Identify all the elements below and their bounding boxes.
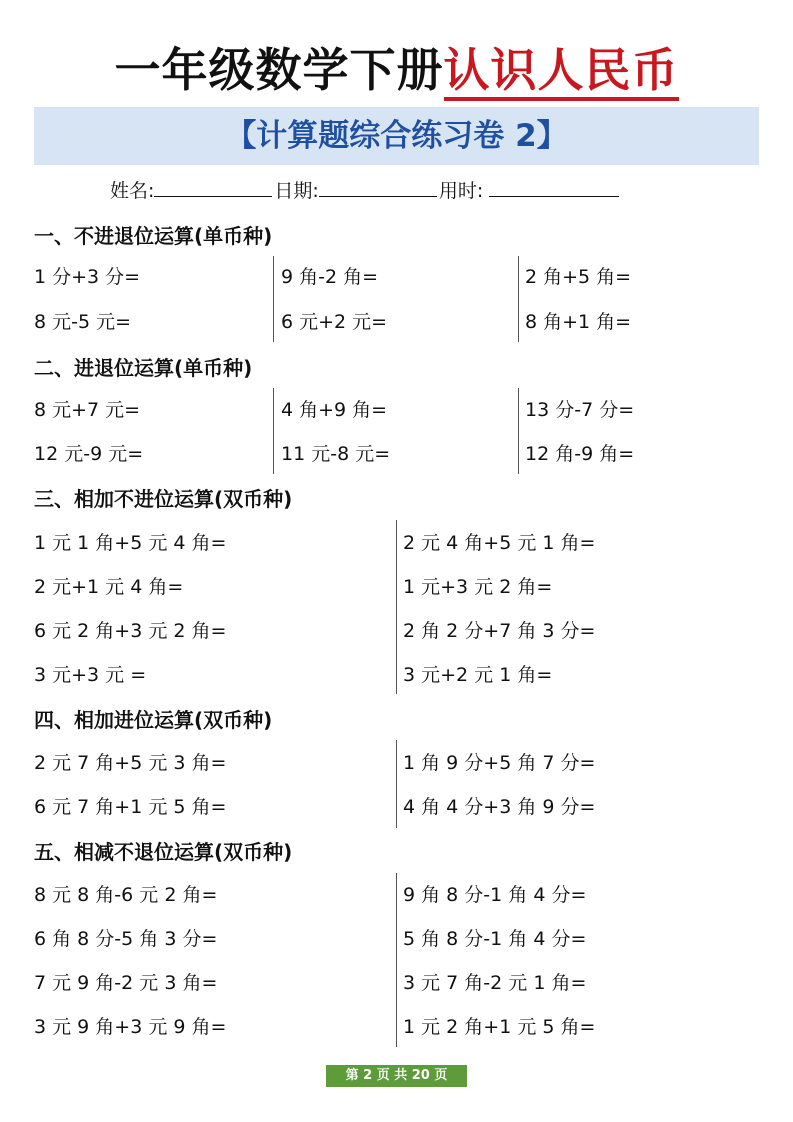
problem: 8 元-5 元= bbox=[34, 311, 132, 333]
problem: 2 元+1 元 4 角= bbox=[34, 576, 184, 598]
problem: 1 元 2 角+1 元 5 角= bbox=[403, 1016, 596, 1038]
problem: 8 角+1 角= bbox=[525, 311, 632, 333]
problem: 2 角+5 角= bbox=[525, 266, 632, 288]
problem: 1 元 1 角+5 元 4 角= bbox=[34, 532, 227, 554]
problem: 9 角 8 分-1 角 4 分= bbox=[403, 884, 587, 906]
section-2-divider-2 bbox=[518, 388, 519, 474]
problem: 3 元 9 角+3 元 9 角= bbox=[34, 1016, 227, 1038]
problem: 3 元 7 角-2 元 1 角= bbox=[403, 972, 587, 994]
problem: 1 元+3 元 2 角= bbox=[403, 576, 553, 598]
problem: 2 元 4 角+5 元 1 角= bbox=[403, 532, 596, 554]
problem: 12 角-9 角= bbox=[525, 443, 635, 465]
problem: 2 角 2 分+7 角 3 分= bbox=[403, 620, 596, 642]
title-topic-part: 认识人民币 bbox=[444, 43, 679, 101]
subtitle-banner bbox=[34, 107, 759, 165]
title-grade-part: 一年级数学下册 bbox=[114, 43, 444, 97]
problem: 12 元-9 元= bbox=[34, 443, 144, 465]
section-3-divider bbox=[396, 520, 397, 694]
problem: 6 元 2 角+3 元 2 角= bbox=[34, 620, 227, 642]
problem: 13 分-7 分= bbox=[525, 399, 635, 421]
problem: 6 元 7 角+1 元 5 角= bbox=[34, 796, 227, 818]
page-number-badge: 第 2 页 共 20 页 bbox=[326, 1065, 467, 1087]
name-blank[interactable] bbox=[154, 178, 272, 197]
student-info-line bbox=[110, 176, 710, 206]
section-5-heading: 五、相减不退位运算(双币种) bbox=[34, 840, 293, 864]
section-4-heading: 四、相加进位运算(双币种) bbox=[34, 708, 273, 732]
date-blank[interactable] bbox=[319, 178, 437, 197]
problem: 6 角 8 分-5 角 3 分= bbox=[34, 928, 218, 950]
section-4-divider bbox=[396, 740, 397, 828]
problem: 11 元-8 元= bbox=[281, 443, 391, 465]
problem: 4 角 4 分+3 角 9 分= bbox=[403, 796, 596, 818]
date-label: 日期: bbox=[274, 180, 319, 202]
problem: 7 元 9 角-2 元 3 角= bbox=[34, 972, 218, 994]
time-label: 用时: bbox=[438, 180, 484, 202]
name-label: 姓名: bbox=[110, 180, 155, 202]
time-blank[interactable] bbox=[489, 178, 619, 197]
problem: 2 元 7 角+5 元 3 角= bbox=[34, 752, 227, 774]
problem: 1 分+3 分= bbox=[34, 266, 141, 288]
subtitle-text: 【计算题综合练习卷 2】 bbox=[225, 118, 568, 154]
problem: 8 元+7 元= bbox=[34, 399, 141, 421]
problem: 3 元+2 元 1 角= bbox=[403, 664, 553, 686]
section-1-divider-1 bbox=[273, 256, 274, 342]
section-2-heading: 二、进退位运算(单币种) bbox=[34, 356, 253, 380]
worksheet-title bbox=[0, 40, 793, 100]
section-3-heading: 三、相加不进位运算(双币种) bbox=[34, 487, 293, 511]
problem: 4 角+9 角= bbox=[281, 399, 388, 421]
section-2-divider-1 bbox=[273, 388, 274, 474]
problem: 9 角-2 角= bbox=[281, 266, 379, 288]
problem: 5 角 8 分-1 角 4 分= bbox=[403, 928, 587, 950]
problem: 6 元+2 元= bbox=[281, 311, 388, 333]
section-1-divider-2 bbox=[518, 256, 519, 342]
problem: 8 元 8 角-6 元 2 角= bbox=[34, 884, 218, 906]
section-1-heading: 一、不进退位运算(单币种) bbox=[34, 224, 273, 248]
section-5-divider bbox=[396, 873, 397, 1047]
problem: 3 元+3 元 = bbox=[34, 664, 147, 686]
problem: 1 角 9 分+5 角 7 分= bbox=[403, 752, 596, 774]
